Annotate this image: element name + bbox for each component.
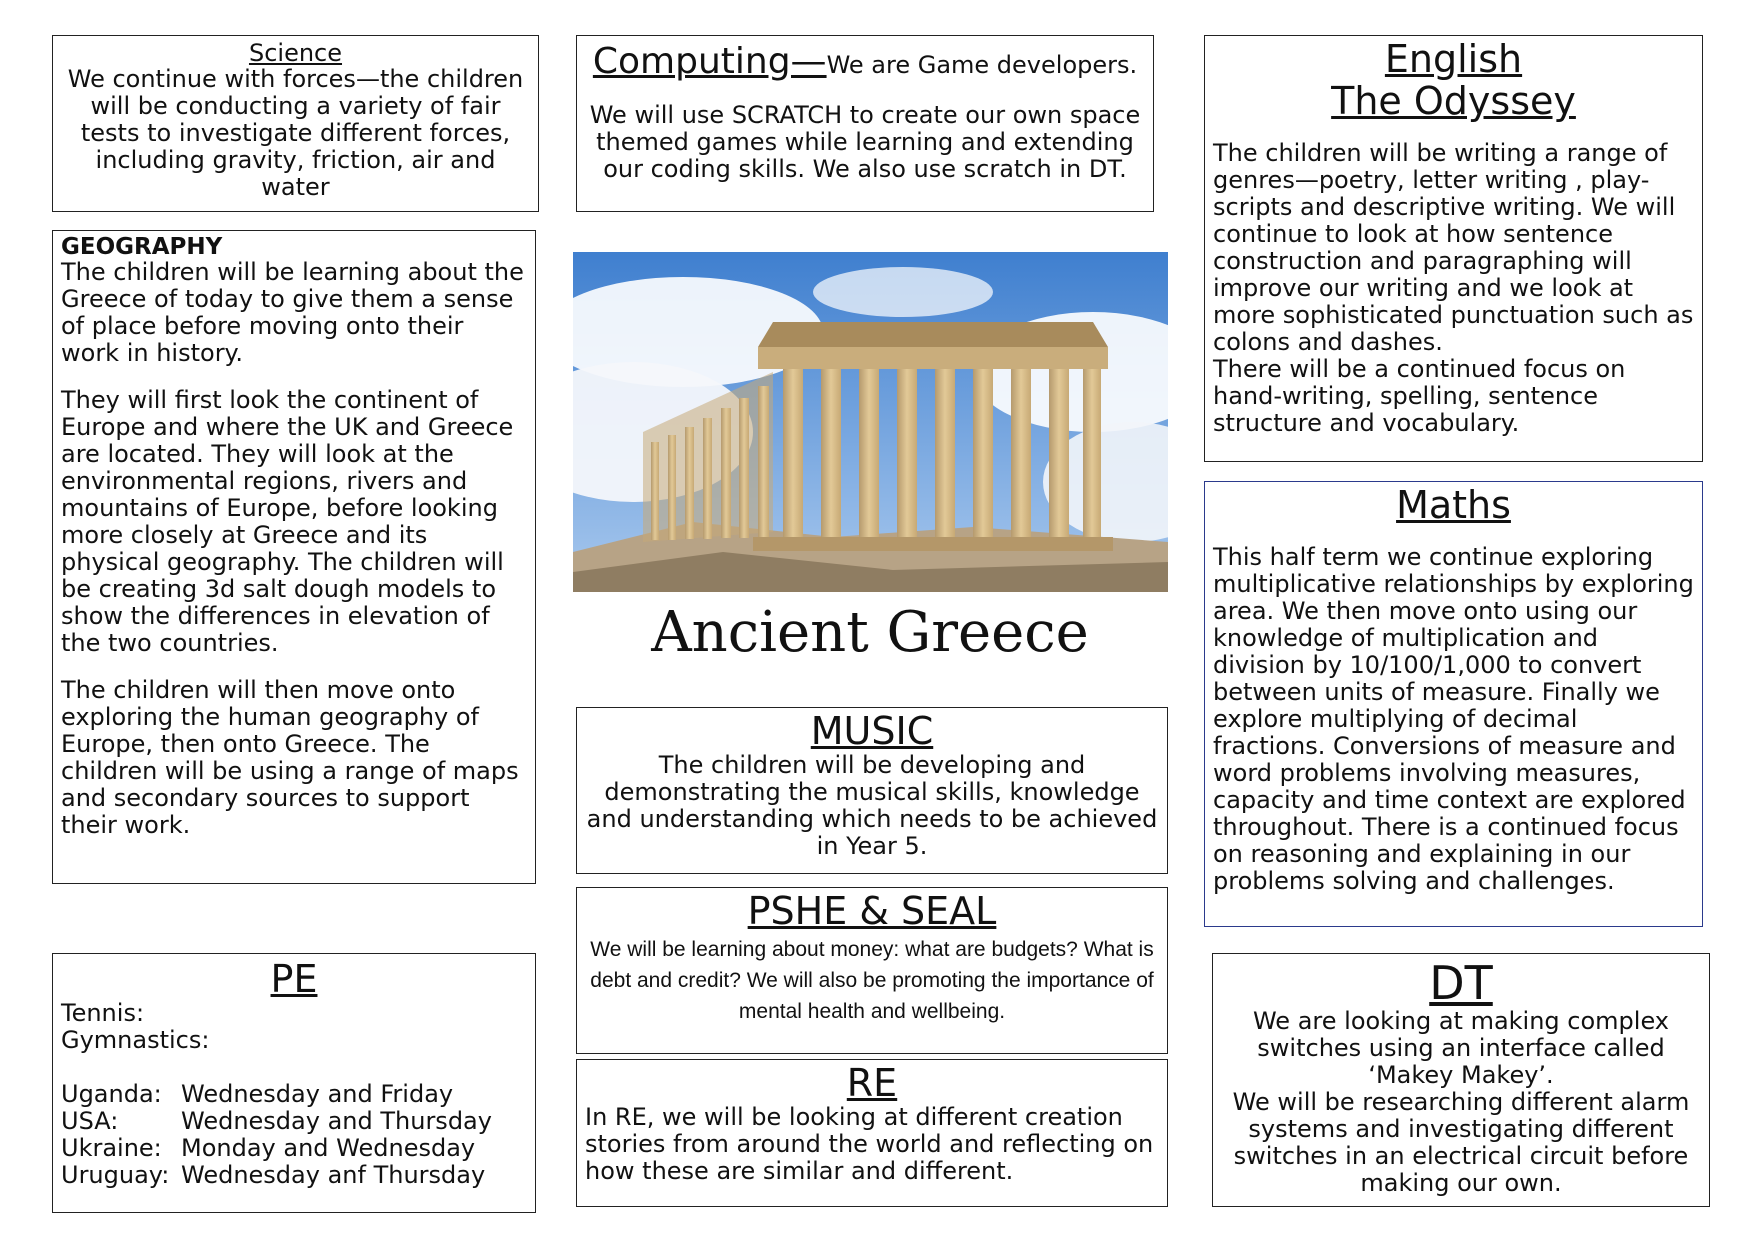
pe-class-days: Wednesday and Friday bbox=[181, 1080, 454, 1108]
re-heading: RE bbox=[846, 1061, 898, 1105]
maths-heading: Maths bbox=[1396, 483, 1511, 527]
pe-class-name: Uganda: bbox=[61, 1080, 162, 1108]
geography-panel bbox=[52, 230, 536, 884]
science-panel bbox=[52, 35, 539, 212]
page-title: Ancient Greece bbox=[651, 600, 1089, 665]
science-heading: Science bbox=[248, 39, 343, 67]
music-panel bbox=[576, 707, 1168, 874]
science-body: We continue with forces—the children will be conducting a variety of fair tests to investigate different forces, including gravity, friction, air and water bbox=[67, 65, 524, 201]
pe-heading: PE bbox=[270, 957, 318, 1001]
computing-heading: Computing— bbox=[592, 41, 827, 82]
pe-line-tennis: Tennis: bbox=[61, 999, 145, 1027]
pe-class-row bbox=[61, 1135, 527, 1162]
computing-subtitle: We are Game developers. bbox=[826, 51, 1138, 79]
computing-panel bbox=[576, 35, 1154, 212]
english-subheading: The Odyssey bbox=[1331, 79, 1576, 123]
music-heading: MUSIC bbox=[810, 709, 934, 753]
english-panel bbox=[1204, 35, 1703, 462]
dt-panel bbox=[1212, 953, 1710, 1207]
pshe-body: We will be learning about money: what are budgets? What is debt and credit? We will also be promoting the importance of mental health and wellbeing. bbox=[590, 938, 1154, 1023]
geography-paragraph-3: The children will then move onto exploring the human geography of Europe, then onto Greece. The children will be using a range of maps and secondary sources to support their work. bbox=[61, 676, 519, 839]
pe-class-days: Wednesday anf Thursday bbox=[181, 1161, 486, 1189]
english-heading: English bbox=[1384, 37, 1523, 81]
pe-class-name: Ukraine: bbox=[61, 1134, 162, 1162]
music-body: The children will be developing and demonstrating the musical skills, knowledge and understanding which needs to be achieved in Year 5. bbox=[586, 751, 1158, 860]
computing-heading-row bbox=[585, 40, 1145, 84]
dt-paragraph-2: We will be researching different alarm systems and investigating different switches in an electrical circuit before making our own. bbox=[1232, 1088, 1690, 1197]
geography-paragraph-2: They will first look the continent of Europe and where the UK and Greece are located. They will look at the environmental regions, rivers and mountains of Europe, before looking more closely at Greece and its physical geography. The children will be creating 3d salt dough models to show the differences in elevation of the two countries. bbox=[61, 386, 514, 657]
dt-heading: DT bbox=[1429, 956, 1493, 1010]
pe-line-gymnastics: Gymnastics: bbox=[61, 1026, 210, 1054]
geography-heading: GEOGRAPHY bbox=[61, 234, 223, 260]
english-paragraph-2: There will be a continued focus on hand-writing, spelling, sentence structure and vocabulary. bbox=[1213, 355, 1626, 437]
pe-class-days: Wednesday and Thursday bbox=[181, 1107, 492, 1135]
re-body: In RE, we will be looking at different creation stories from around the world and reflecting on how these are similar and different. bbox=[585, 1103, 1154, 1185]
dt-paragraph-1: We are looking at making complex switches using an interface called ‘Makey Makey’. bbox=[1252, 1007, 1669, 1089]
maths-panel bbox=[1204, 481, 1703, 927]
pe-class-row bbox=[61, 1108, 527, 1135]
parthenon-photo bbox=[573, 252, 1168, 592]
pshe-heading: PSHE & SEAL bbox=[747, 889, 997, 933]
geography-paragraph-1: The children will be learning about the Greece of today to give them a sense of place before moving onto their work in history. bbox=[61, 258, 524, 367]
pe-class-row bbox=[61, 1081, 527, 1108]
pe-class-days: Monday and Wednesday bbox=[181, 1134, 476, 1162]
computing-body: We will use SCRATCH to create our own space themed games while learning and extending our coding skills. We also use scratch in DT. bbox=[589, 101, 1141, 183]
pe-class-row bbox=[61, 1162, 527, 1189]
pe-class-name: USA: bbox=[61, 1107, 119, 1135]
maths-body: This half term we continue exploring multiplicative relationships by exploring area. We then move onto using our knowledge of multiplication and division by 10/100/1,000 to convert between units of measure. Finally we explore multiplying of decimal fractions. Conversions of measure and word problems involving measures, capacity and time context are explored throughout. There is a continued focus on reasoning and explaining in our problems solving and challenges. bbox=[1213, 543, 1694, 895]
pe-class-name: Uruguay: bbox=[61, 1161, 170, 1189]
re-panel bbox=[576, 1059, 1168, 1207]
pshe-panel bbox=[576, 887, 1168, 1054]
english-paragraph-1: The children will be writing a range of genres—poetry, letter writing , play-scripts and descriptive writing. We will continue to look at how sentence construction and paragraphing will improve our writing and we look at more sophisticated punctuation such as colons and dashes. bbox=[1213, 139, 1694, 356]
pe-panel bbox=[52, 953, 536, 1213]
